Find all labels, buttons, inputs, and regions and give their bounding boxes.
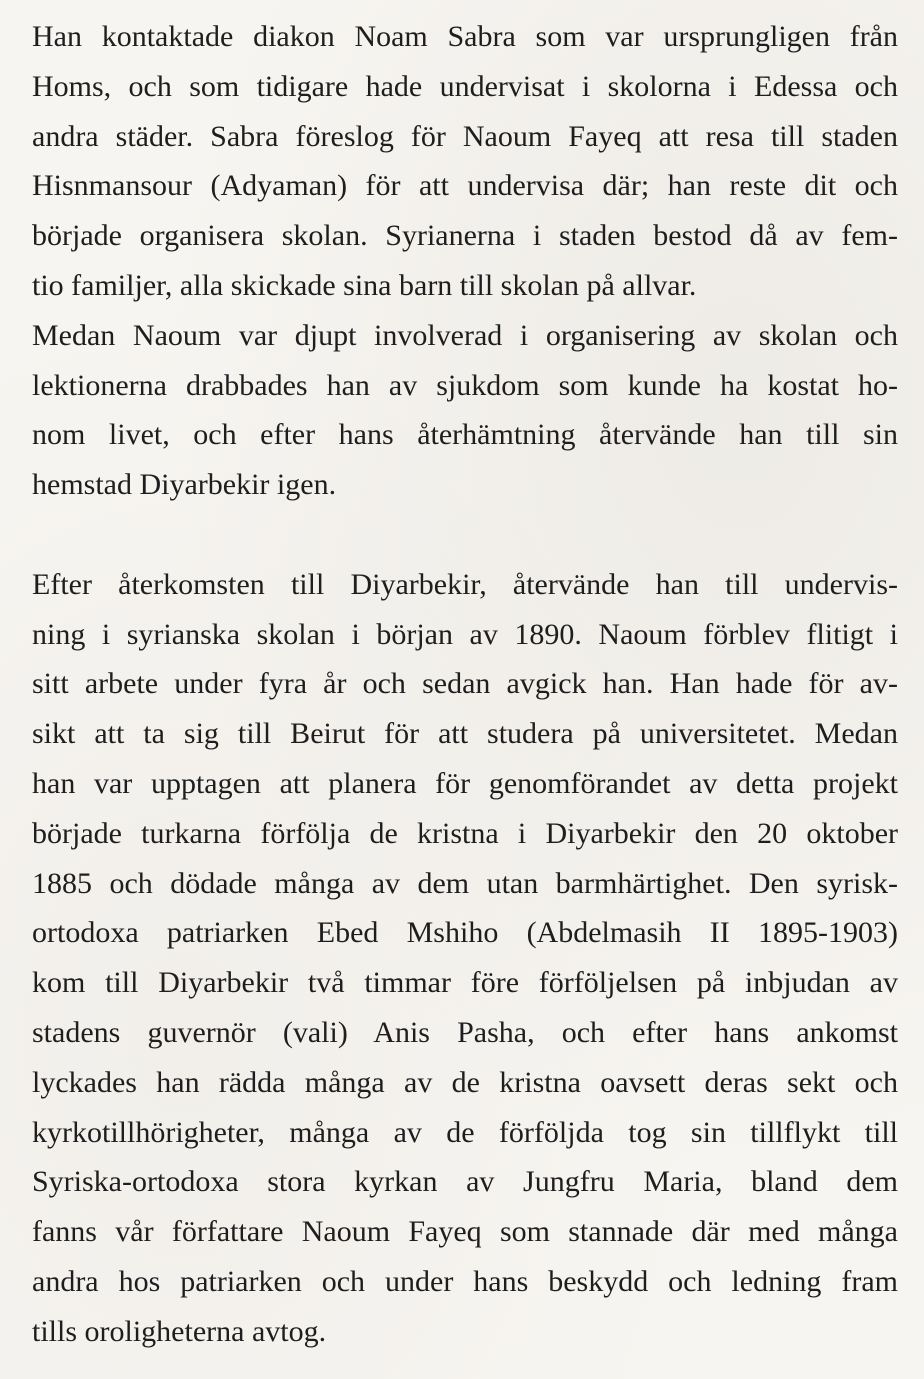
text-line: Efter återkomsten till Diyarbekir, återvände han till undervis- xyxy=(32,567,898,601)
text-line: ortodoxa patriarken Ebed Mshiho (Abdelmasih II 1895-1903) xyxy=(32,916,898,950)
text-line: lektionerna drabbades han av sjukdom som kunde ha kostat ho- xyxy=(32,368,898,402)
text-line: lyckades han rädda många av de kristna oavsett deras sekt och xyxy=(32,1065,898,1099)
text-line: tills oroligheterna avtog. xyxy=(32,1314,327,1348)
paragraph xyxy=(32,12,898,311)
body-text xyxy=(32,12,898,1357)
text-line: Syriska-ortodoxa stora kyrkan av Jungfru Maria, bland dem xyxy=(32,1165,898,1199)
text-line: hemstad Diyarbekir igen. xyxy=(32,468,337,502)
text-line: tio familjer, alla skickade sina barn till skolan på allvar. xyxy=(32,268,697,302)
text-line: Medan Naoum var djupt involverad i organisering av skolan och xyxy=(32,318,898,352)
text-line: han var upptagen att planera för genomförandet av detta projekt xyxy=(32,766,898,800)
text-line: kyrkotillhörigheter, många av de förföljda tog sin tillflykt till xyxy=(32,1115,898,1149)
paragraph xyxy=(32,560,898,1357)
text-line: Homs, och som tidigare hade undervisat i skolorna i Edessa och xyxy=(32,69,898,103)
text-line: 1885 och dödade många av dem utan barmhärtighet. Den syrisk- xyxy=(32,866,898,900)
text-line: stadens guvernör (vali) Anis Pasha, och efter hans ankomst xyxy=(32,1015,898,1049)
text-line: ning i syrianska skolan i början av 1890. Naoum förblev flitigt i xyxy=(32,617,898,651)
text-line: fanns vår författare Naoum Fayeq som stannade där med många xyxy=(32,1215,898,1249)
text-line: sikt att ta sig till Beirut för att studera på universitetet. Medan xyxy=(32,717,898,751)
text-line: andra hos patriarken och under hans beskydd och ledning fram xyxy=(32,1264,898,1298)
text-line: andra städer. Sabra föreslog för Naoum Fayeq att resa till staden xyxy=(32,119,898,153)
text-line: sitt arbete under fyra år och sedan avgick han. Han hade för av- xyxy=(32,667,898,701)
text-line: Hisnmansour (Adyaman) för att undervisa där; han reste dit och xyxy=(32,169,898,203)
text-line: började turkarna förfölja de kristna i Diyarbekir den 20 oktober xyxy=(32,816,898,850)
text-line: nom livet, och efter hans återhämtning återvände han till sin xyxy=(32,418,898,452)
text-line: kom till Diyarbekir två timmar före förföljelsen på inbjudan av xyxy=(32,966,898,1000)
paragraph-gap xyxy=(32,510,898,560)
paragraph xyxy=(32,311,898,510)
text-line: började organisera skolan. Syrianerna i staden bestod då av fem- xyxy=(32,219,898,253)
text-line: Han kontaktade diakon Noam Sabra som var ursprungligen från xyxy=(32,20,898,53)
